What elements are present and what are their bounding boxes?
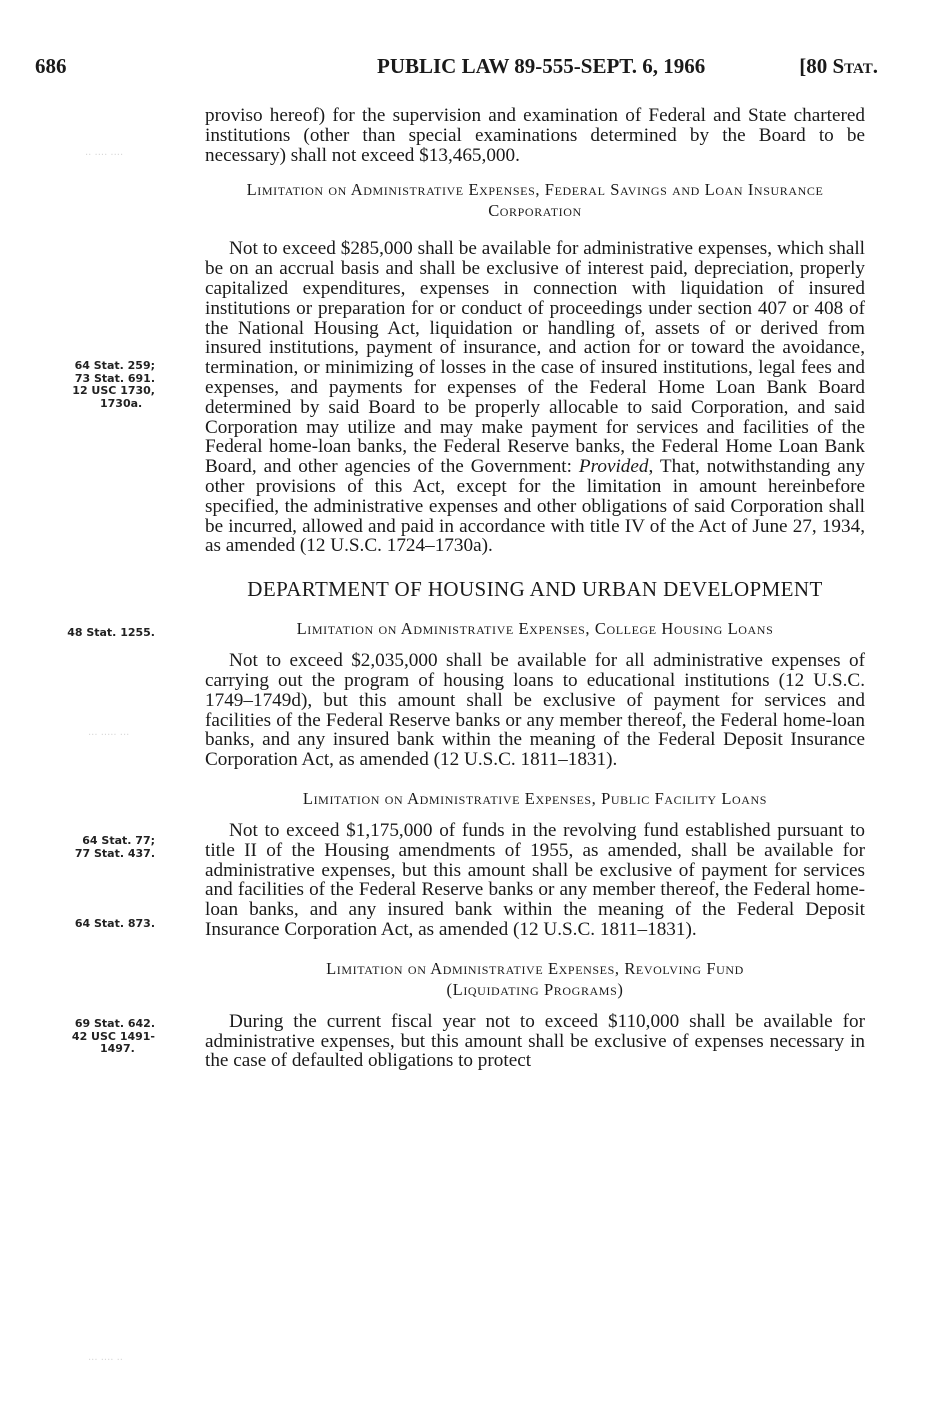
- department-heading: DEPARTMENT OF HOUSING AND URBAN DEVELOPMENT: [247, 577, 823, 602]
- section-heading: Limitation on Administrative Expenses, Federal Savings and Loan Insurance Corporation: [246, 180, 824, 221]
- page-number: 686: [35, 54, 67, 78]
- margin-note-line: 1730a.: [100, 396, 143, 410]
- margin-note-line: 77 Stat. 437.: [74, 846, 155, 860]
- margin-note-citation: [40, 918, 155, 931]
- margin-note-citation: [40, 627, 155, 640]
- paragraph: [205, 239, 865, 556]
- section-heading: Limitation on Administrative Expenses, Public Facility Loans: [302, 788, 768, 808]
- running-title: PUBLIC LAW 89-555-SEPT. 6, 1966: [377, 54, 706, 78]
- section-heading-line: Limitation on Administrative Expenses, Revolving Fund: [326, 958, 744, 978]
- page-header: [35, 54, 878, 84]
- paragraph: proviso hereof) for the supervision and examination of Federal and State chartered institutions (other than special examinations determined by the Board to be necessary) shall not exceed $13,465,000.: [205, 105, 865, 166]
- section-heading: Limitation on Administrative Expenses, College Housing Loans: [296, 619, 774, 639]
- margin-note-citation: [40, 1018, 155, 1056]
- bleed-through-mark: ··· ····· ···: [88, 730, 130, 741]
- statute-volume: [80 Stat.: [799, 54, 878, 78]
- margin-note-citation: [40, 360, 155, 410]
- section-heading-line: (Liquidating Programs): [446, 979, 624, 999]
- proviso-term: Provided: [578, 456, 649, 478]
- margin-note-line: 12 USC 1730,: [72, 384, 155, 397]
- margin-note-line: 1497.: [100, 1042, 135, 1055]
- bleed-through-mark: ·· ···· ····: [85, 150, 124, 161]
- margin-note-line: 64 Stat. 77;: [82, 834, 155, 847]
- body-text: [205, 106, 865, 1071]
- paragraph-text: Not to exceed $285,000 shall be available for administrative expenses, which shall be on an accrual basis and shall be exclusive of interest paid, depreciation, properly capitalized expenditures, expenses in connection with liquidation of insured institutions or preparation for or conduct of proceedings under section 407 or 408 of the National Housing Act, liquidation or handling of, assets of or derived from insured institutions, payment of insurance, and action for or toward the avoidance, termination, or minimizing of losses in the case of insured institutions, legal fees and expenses, and payments for expenses of the Federal Home Loan Bank Board determined by said Board to be properly allocable to said Corporation, and said Corporation may utilize and may make payment for services and facilities of the Federal home-loan banks, the Federal Reserve banks, the Federal Home Loan Bank Board, and other agencies of the Government:: [205, 238, 865, 478]
- margin-note-line: 64 Stat. 873.: [74, 917, 155, 930]
- bleed-through-mark: ··· ···· ··: [88, 1355, 123, 1366]
- margin-note-line: 48 Stat. 1255.: [67, 626, 155, 639]
- margin-note-line: 73 Stat. 691.: [74, 371, 155, 385]
- margin-note-line: 69 Stat. 642.: [74, 1017, 155, 1030]
- paragraph: During the current fiscal year not to exceed $110,000 shall be available for administrative expenses, but this amount shall be exclusive of expenses necessary in the case of defaulted obligations to protect: [205, 1010, 865, 1072]
- margin-note-citation: [40, 835, 155, 860]
- margin-note-line: 42 USC 1491-: [71, 1029, 155, 1043]
- margin-note-line: 64 Stat. 259;: [74, 359, 155, 372]
- paragraph-text: , That, notwithstanding any other provisions of this Act, except for the limitation in amount hereinbefore specified, the administrative expenses and other obligations of said Corporation shall be incurred, allowed and paid in accordance with title IV of the Act of June 27, 1934, as amended (12 U.S.C. 1724–1730a).: [205, 456, 865, 557]
- paragraph: Not to exceed $2,035,000 shall be available for all administrative expenses of carrying out the program of housing loans to educational institutions (12 U.S.C. 1749–1749d), but this amount shall be exclusive of payment for services and facilities of the Federal Reserve banks or any member thereof, the Federal home-loan banks, and any insured bank within the meaning of the Federal Deposit Insurance Corporation Act, as amended (12 U.S.C. 1811–1831).: [205, 650, 865, 771]
- paragraph: Not to exceed $1,175,000 of funds in the revolving fund established pursuant to title II of the Housing amendments of 1955, as amended, shall be available for administrative expenses, but this amount shall be exclusive of payment for services and facilities of the Federal Reserve banks or any member thereof, the Federal home-loan banks, and any insured bank within the meaning of the Federal Deposit Insurance Corporation Act, as amended (12 U.S.C. 1811–1831).: [205, 819, 865, 940]
- section-heading: [223, 958, 847, 1000]
